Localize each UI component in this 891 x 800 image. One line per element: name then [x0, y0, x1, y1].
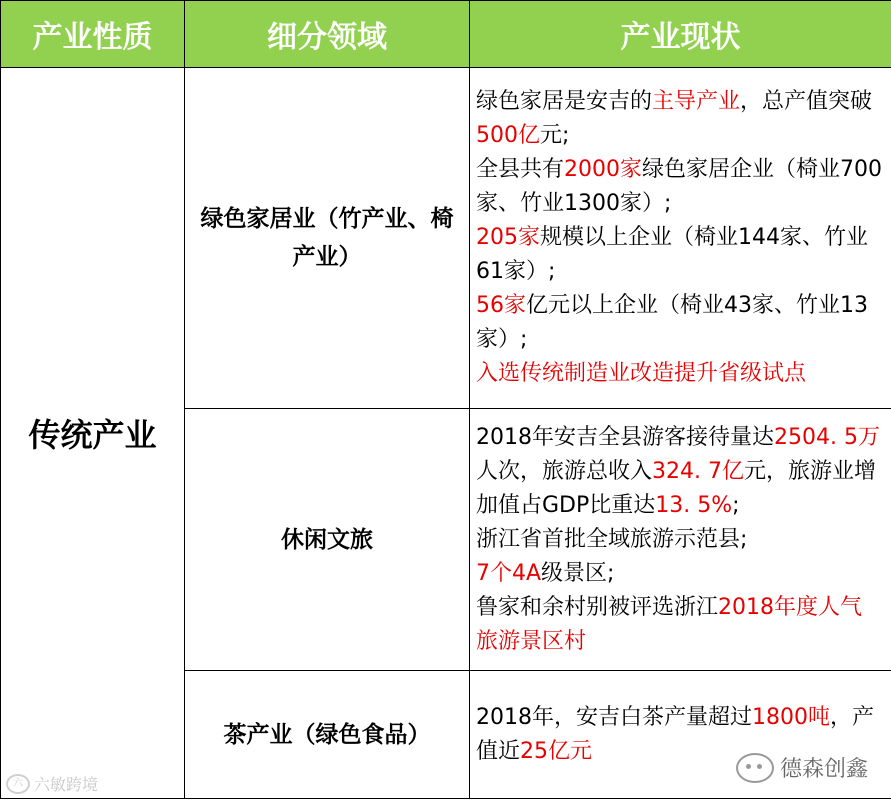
highlight-text: 25亿元	[520, 738, 593, 764]
status-text: 元;	[540, 123, 570, 148]
highlight-text: 56家	[476, 293, 526, 318]
highlight-text: 2018年度人气旅游景区村	[476, 594, 863, 654]
status-text: 亿元以上企业（椅业43家、竹业13家）;	[476, 293, 868, 352]
status-text: 级景区;	[541, 560, 615, 586]
status-text: ，总产值突破	[740, 89, 873, 114]
highlight-text: 500亿	[476, 123, 540, 148]
status-text: ;	[732, 492, 740, 518]
status-line	[476, 557, 883, 591]
highlight-text: 13. 5%	[655, 492, 733, 518]
watermark-right	[736, 752, 868, 783]
status-text: 浙江省首批全域旅游示范县;	[476, 526, 748, 552]
status-text: 规模以上企业（椅业144家、竹业61家）;	[476, 225, 868, 284]
watermark-right-text: 德森创鑫	[780, 757, 869, 782]
wechat-icon	[736, 753, 774, 783]
status-text: 鲁家和余村别被评选浙江	[476, 594, 719, 620]
highlight-text: 1800吨	[752, 704, 830, 730]
field-cell-tourism: 休闲文旅	[185, 409, 470, 671]
status-text: 元，旅游业增加值占GDP比重达	[476, 458, 877, 518]
watermark-left-text: 六敏跨境	[34, 775, 99, 794]
header-nature: 产业性质	[1, 1, 185, 68]
status-text: 2018年安吉全县游客接待量达	[476, 424, 774, 450]
watermark-left	[6, 772, 98, 795]
status-line	[476, 523, 883, 557]
highlight-text: 主导产业	[652, 89, 741, 114]
highlight-text: 2000家	[564, 157, 643, 182]
status-line	[476, 153, 883, 221]
status-line	[476, 357, 883, 391]
status-text: 绿色家居是安吉的	[476, 89, 653, 114]
watermark-logo-icon: 六	[6, 774, 30, 794]
status-line	[476, 591, 883, 659]
industry-nature-cell: 传统产业	[1, 68, 185, 799]
highlight-text: 2504. 5万	[774, 424, 880, 450]
header-status: 产业现状	[470, 1, 891, 68]
highlight-text: 324. 7亿	[652, 458, 744, 484]
status-text: 2018年，安吉白茶产量超过	[476, 704, 752, 730]
status-text: 绿色家居企业（椅业700家、竹业1300家）;	[476, 157, 883, 216]
field-cell-tea: 茶产业（绿色食品）	[185, 671, 470, 799]
highlight-text: 7个4A	[476, 560, 542, 586]
status-cell-tourism	[470, 409, 891, 671]
status-text: 人次，旅游总收入	[476, 458, 653, 484]
status-text: 全县共有	[476, 157, 565, 182]
status-cell-furniture	[470, 68, 891, 409]
status-line	[476, 85, 883, 153]
header-row	[1, 1, 891, 68]
field-cell-furniture: 绿色家居业（竹产业、椅产业）	[185, 68, 470, 409]
status-line	[476, 221, 883, 289]
header-field: 细分领域	[185, 1, 470, 68]
status-text: ，产值近	[476, 704, 875, 764]
table-row	[1, 68, 891, 409]
status-line	[476, 421, 883, 523]
highlight-text: 205家	[476, 225, 540, 250]
status-line	[476, 289, 883, 357]
highlight-text: 入选传统制造业改造提升省级试点	[476, 361, 807, 386]
